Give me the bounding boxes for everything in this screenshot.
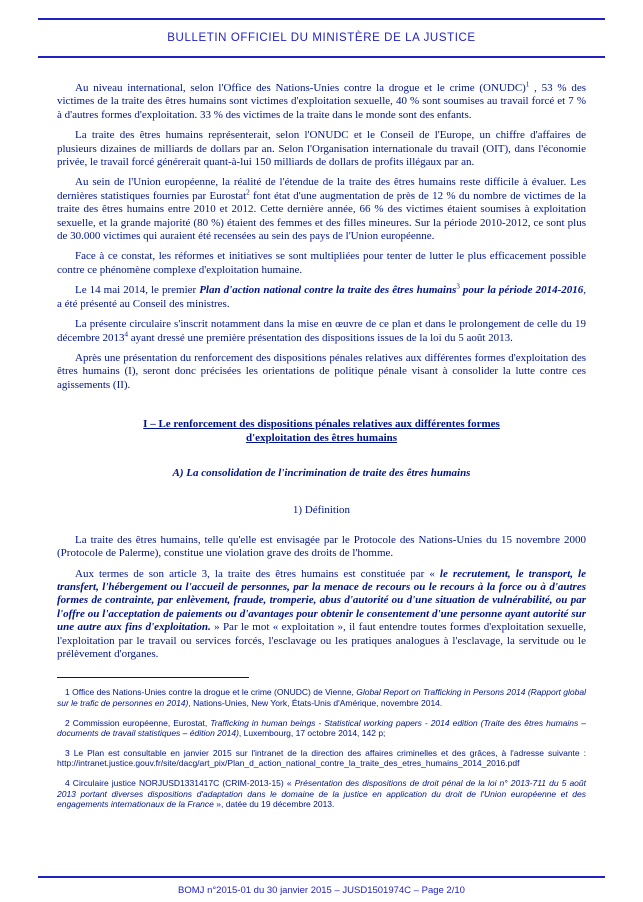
footnote-2: 2 Commission européenne, Eurostat, Trafficking in human beings - Statistical working papers - 2014 edition (Traite des êtres humains – documents de travail statistiques – édition 2014), Luxembourg, 17 octobre 2014, 142 p; xyxy=(57,717,586,739)
subsection-heading: A) La consolidation de l'incrimination de traite des êtres humains xyxy=(172,466,471,479)
section-heading: I – Le renforcement des dispositions pénales relatives aux différentes formes d'exploitation des êtres humains xyxy=(143,418,500,444)
footnote-3: 3 Le Plan est consultable en janvier 2015 sur l'intranet de la direction des affaires criminelles et des grâces, à l'adresse suivante : http://intranet.justice.gouv.fr/site/dacg/art_pix/Plan_d_action_national_contre_la_traite_des_etres_humains_2014_2016.pdf xyxy=(57,747,586,769)
document-body xyxy=(0,58,643,810)
footnote-1: 1 Office des Nations-Unies contre la drogue et le crime (ONUDC) de Vienne, Global Report on Trafficking in Persons 2014 (Rapport global sur le trafic de personnes en 2014), Nations-Unies, New York, États-Unis d'Amérique, novembre 2014. xyxy=(57,687,586,708)
paragraph-onudc-stats: Au niveau international, selon l'Office des Nations-Unies contre la drogue et le crime (ONUDC)$^1$ , 53 % des victimes de la traite des êtres humains sont victimes d'exploitation sexuelle, 40 % sont soumises au travail forcé et 7 % à d'autres formes d'exploitation. 33 % des victimes de la traite dans le monde sont des enfants. xyxy=(57,80,586,121)
footnote-4: 4 Circulaire justice NORJUSD1331417C (CRIM-2013-15) « Présentation des dispositions de droit pénal de la loi n° 2013-711 du 5 août 2013 portant diverses dispositions d'adaptation dans le domaine de la justice en application du droit de l'Union européenne et des engagements internationaux de la France », datée du 19 décembre 2013. xyxy=(57,777,586,810)
paragraph-action-plan: Le 14 mai 2014, le premier Plan d'action national contre la traite des êtres humains$^3$ pour la période 2014-2016, a été présenté au Conseil des ministres. xyxy=(57,282,586,310)
paragraph-outline: Après une présentation du renforcement des dispositions pénales relatives aux différentes formes d'exploitation des êtres humains (I), seront donc précisées les orientations de politique pénale visant à consolider la lutte contre ces agissements (II). xyxy=(57,351,586,391)
footnote-separator xyxy=(57,677,249,678)
page-footer xyxy=(0,876,643,896)
page-title: BULLETIN OFFICIEL DU MINISTÈRE DE LA JUSTICE xyxy=(167,32,476,44)
paragraph-turnover: La traite des êtres humains représenterait, selon l'ONUDC et le Conseil de l'Europe, un chiffre d'affaires de plusieurs dizaines de milliards de dollars par an. Selon l'Organisation internationale du travail (OIT), dans l'économie privée, le travail forcé générerait quant-à-lui 150 milliards de dollars de profits illégaux par an. xyxy=(57,129,586,169)
paragraph-reforms: Face à ce constat, les réformes et initiatives se sont multipliées pour tenter de lutter le plus efficacement possible contre ce phénomène complexe d'exploitation humaine. xyxy=(57,250,586,276)
paragraph-article3: Aux termes de son article 3, la traite des êtres humains est constituée par « le recrutement, le transport, le transfert, l'hébergement ou l'accueil de personnes, par la menace de recours ou le recours à la force ou à d'autres formes de contrainte, par enlèvement, fraude, tromperie, abus d'autorité ou d'une situation de vulnérabilité, ou par l'offre ou l'acceptation de paiements ou d'avantages pour obtenir le consentement d'une personne ayant autorité sur une autre aux fins d'exploitation. » Par le mot « exploitation », il faut entendre toutes formes d'exploitation sexuelle, l'exploitation par le travail ou services forcés, l'esclavage ou les pratiques analogues à l'esclavage, la servitude ou le prélèvement d'organes. xyxy=(57,567,586,660)
footer-text: BOMJ n°2015-01 du 30 janvier 2015 – JUSD1501974C – Page 2/10 xyxy=(178,885,465,896)
definition-heading: 1) Définition xyxy=(292,504,351,517)
footnotes-section xyxy=(57,687,586,809)
paragraph-eurostat: Au sein de l'Union européenne, la réalité de l'étendue de la traite des êtres humains reste difficile à évaluer. Les dernières statistiques fournies par Eurostat$^2$ font état d'une augmentation de près de 12 % du nombre de victimes de la traite des êtres humains entre 2010 et 2012. Cette dernière année, 66 % des victimes étaient soumises à exploitation sexuelle, et la grande majorité (80 %) étaient des femmes et des filles mineures. Sur la période 2010-2012, ce sont plus de 30.000 victimes qui auraient été recensées au sein des pays de l'Union européenne. xyxy=(57,176,586,243)
paragraph-circulaire: La présente circulaire s'inscrit notamment dans la mise en œuvre de ce plan et dans le prolongement de celle du 19 décembre 2013$^4$ ayant dressé une première présentation des dispositions issues de la loi du 5 août 2013. xyxy=(57,318,586,344)
header-rule-top xyxy=(38,18,605,20)
paragraph-palermo: La traite des êtres humains, telle qu'elle est envisagée par le Protocole des Nations-Unies du 15 novembre 2000 (Protocole de Palerme), constitue une violation grave des droits de l'homme. xyxy=(57,533,586,560)
footer-rule xyxy=(38,876,605,878)
